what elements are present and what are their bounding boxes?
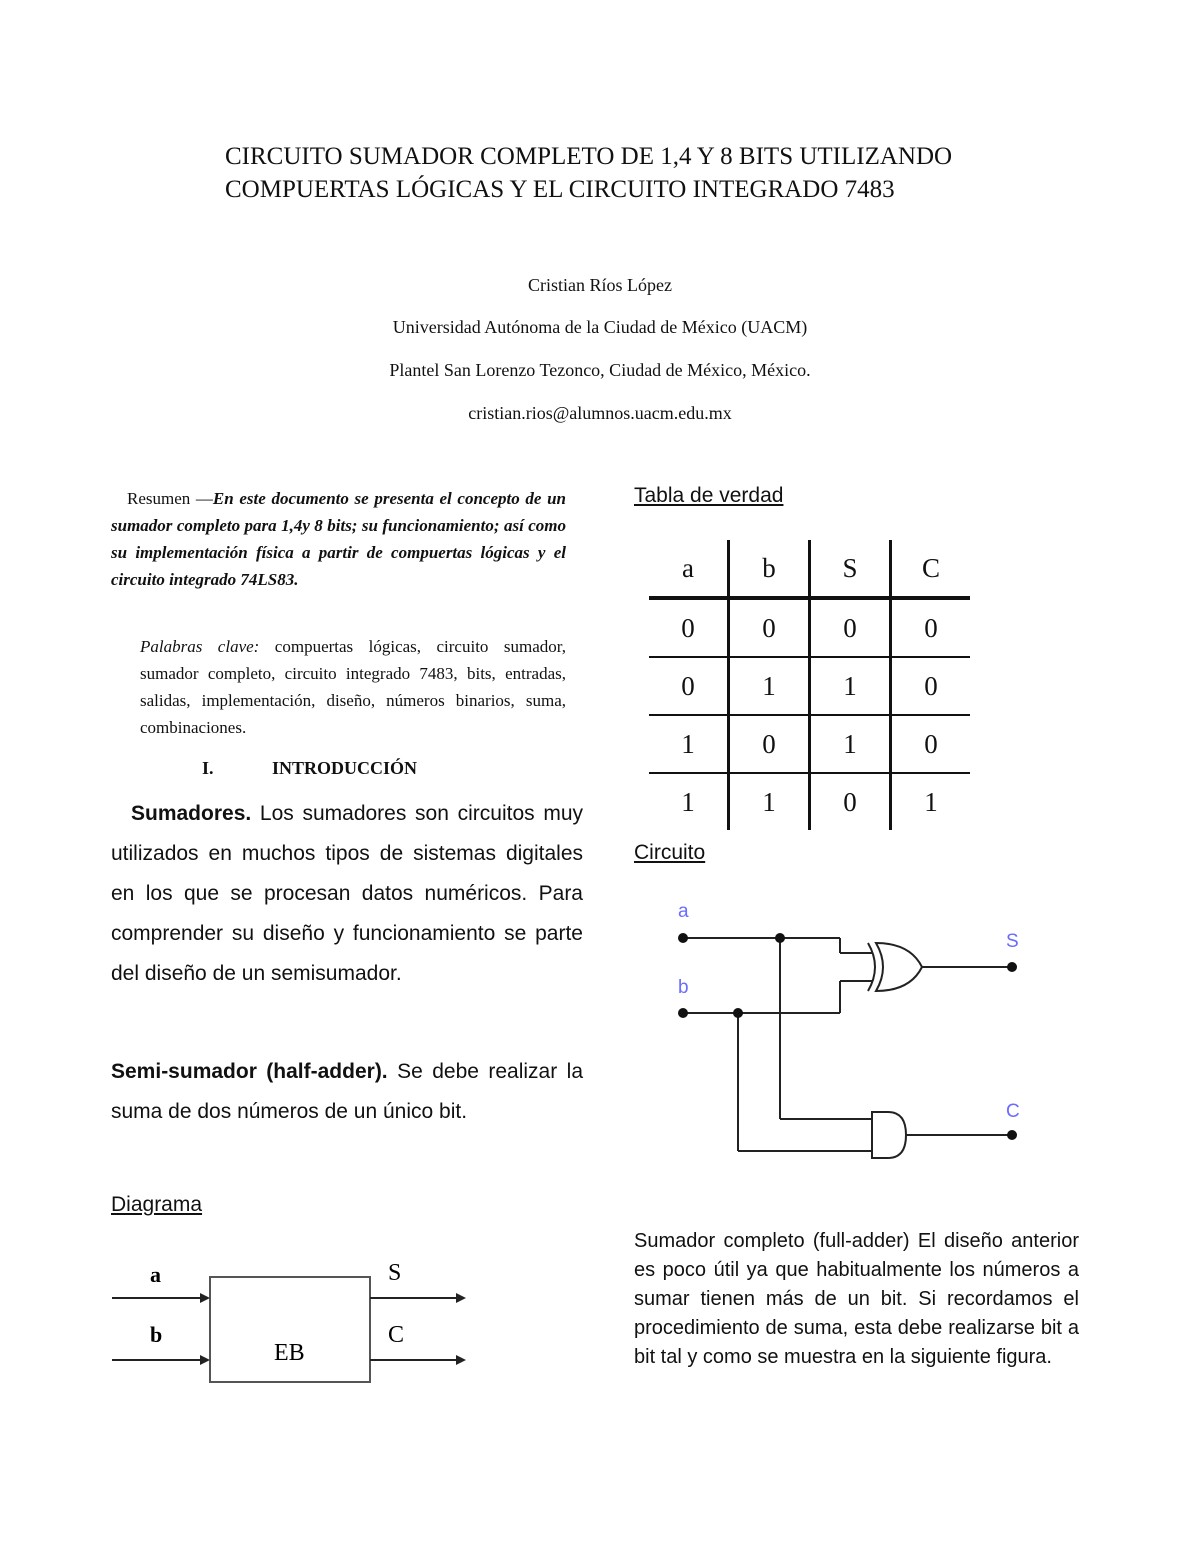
sumadores-text: Los sumadores son circuitos muy utilizados en muchos tipos de sistemas digitales en los que se procesan datos numéricos. Para comprender su diseño y funcionamiento se parte del diseño de un semisumador. [111,802,583,985]
truth-table-cell: 1 [649,773,729,830]
section-number: I. [202,758,214,778]
output-s-arrow [456,1293,466,1303]
full-adder-paragraph: Sumador completo (full-adder) El diseño anterior es poco útil ya que habitualmente los números a sumar tienen más de un bit. Si recordamos el procedimiento de suma, esta debe realizarse bit a bit tal y como se muestra en la siguiente figura. [634,1230,1079,1368]
truth-table-cell: 1 [810,715,891,773]
circuit-label-a: a [678,901,689,922]
truth-table-cell: 0 [810,598,891,657]
output-c-arrow [456,1355,466,1365]
keywords [140,633,566,741]
semisumador-paragraph [111,1052,583,1132]
truth-table-cell: 1 [729,657,810,715]
abstract [111,485,566,593]
paper-title [225,140,952,206]
truth-table-cell: 0 [649,657,729,715]
truth-table-row [649,773,970,830]
author-email: cristian.rios@alumnos.uacm.edu.mx [468,403,732,423]
truth-table-header-cell: a [649,540,729,598]
truth-table-header-cell: S [810,540,891,598]
junction-a [775,933,785,943]
truth-table [649,540,970,830]
title-line-2: COMPUERTAS LÓGICAS Y EL CIRCUITO INTEGRADO 7483 [225,176,895,203]
junction-b [733,1008,743,1018]
truth-table-row [649,598,970,657]
abstract-text: En este documento se presenta el concepto de un sumador completo para 1,4y 8 bits; su funcionamiento; así como su implementación física a partir de compuertas lógicas y el circuito integrado 74LS83. [111,489,566,589]
input-a-arrow [200,1293,210,1303]
title-line-1: CIRCUITO SUMADOR COMPLETO DE 1,4 Y 8 BITS UTILIZANDO [225,143,953,170]
diagram-label-b: b [150,1322,163,1347]
truth-table-cell: 1 [924,786,938,817]
truth-table-heading: Tabla de verdad [634,484,784,507]
circuit-heading: Circuito [634,841,706,864]
diagram-label-s: S [388,1260,402,1286]
diagram-label-a: a [150,1262,161,1287]
semisumador-bold: Semi-sumador (half-adder). [111,1060,388,1083]
truth-table-cell: 0 [891,598,971,657]
truth-table-cell: 0 [729,715,810,773]
sumadores-paragraph [111,794,583,994]
keywords-label: Palabras clave: [140,637,260,656]
node-b [678,1008,688,1018]
node-s [1007,962,1017,972]
semisumador-text: Se debe realizar la suma de dos números de un único bit. [111,1060,583,1123]
truth-table-cell: 0 [729,598,810,657]
section-title: INTRODUCCIÓN [272,758,418,778]
truth-table-cell: 1 [729,773,810,830]
diagram-label-c: C [388,1322,405,1348]
keywords-text: compuertas lógicas, circuito sumador, sumador completo, circuito integrado 7483, bits, entradas, salidas, implementación, diseño, números binarios, suma, combinaciones. [140,637,566,737]
author-name: Cristian Ríos López [528,275,672,295]
eb-block [210,1277,370,1382]
truth-table-cell: 0 [891,715,971,773]
sumadores-bold: Sumadores. [131,802,252,825]
truth-table-cell: 0 [649,598,729,657]
input-b-arrow [200,1355,210,1365]
circuit-label-b: b [678,977,689,998]
node-c [1007,1130,1017,1140]
truth-table-header-row [649,540,970,598]
truth-table-header-cell: b [729,540,810,598]
truth-table-cell: 1 [810,657,891,715]
author-university: Universidad Autónoma de la Ciudad de México (UACM) [392,317,808,337]
half-adder-circuit [660,895,1040,1175]
truth-table-row [649,715,970,773]
truth-table-cell: 1 [649,715,729,773]
diagrama-heading: Diagrama [111,1193,203,1216]
truth-table-cell: 0 [810,773,891,830]
author-campus: Plantel San Lorenzo Tezonco, Ciudad de México, México. [389,360,811,380]
truth-table-header-cell: C [891,540,971,598]
node-a [678,933,688,943]
truth-table-row [649,657,970,715]
circuit-label-s: S [1006,931,1019,952]
abstract-label: Resumen — [127,489,213,508]
and-gate [872,1112,906,1158]
xor-gate-extra-curve [868,943,875,991]
truth-table-cell: 0 [891,657,971,715]
diagram-label-eb: EB [274,1340,305,1366]
xor-gate [876,943,922,991]
circuit-label-c: C [1006,1101,1020,1122]
block-diagram [108,1250,478,1400]
